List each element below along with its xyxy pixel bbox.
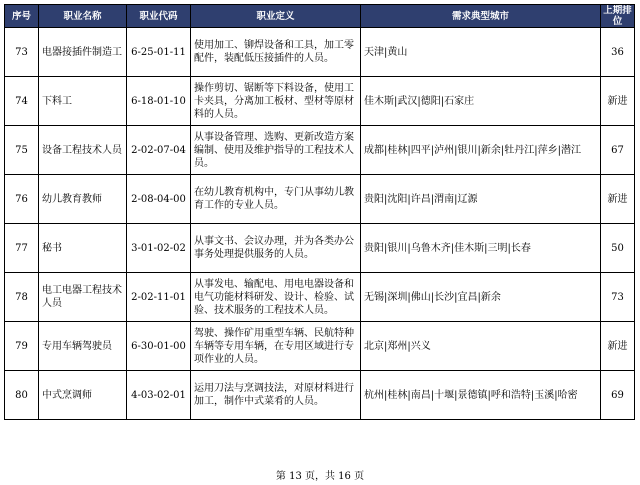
typical-cities: 佳木斯|武汉|德阳|石家庄 [361, 77, 601, 126]
occupation-definition: 操作剪切、锯断等下料设备，使用工卡夹具，分离加工板材、型材等原材料的人员。 [191, 77, 361, 126]
table-header-row [5, 5, 635, 28]
table-row [5, 224, 635, 273]
page-number: 第 13 页，共 16 页 [275, 471, 365, 482]
occupation-definition: 运用刀法与烹调技法，对原材料进行加工，制作中式菜肴的人员。 [191, 371, 361, 420]
previous-rank: 新进 [601, 175, 635, 224]
occupation-table [4, 4, 635, 420]
occupation-definition: 从事设备管理、选购、更新改造方案编制、使用及维护指导的工程技术人员。 [191, 126, 361, 175]
header-definition: 职业定义 [191, 5, 361, 28]
occupation-definition: 驾驶、操作矿用重型车辆、民航特种车辆等专用车辆，在专用区域进行专项作业的人员。 [191, 322, 361, 371]
previous-rank: 新进 [601, 77, 635, 126]
occupation-name: 设备工程技术人员 [39, 126, 127, 175]
occupation-code: 6-30-01-00 [127, 322, 191, 371]
table-row [5, 77, 635, 126]
previous-rank: 新进 [601, 322, 635, 371]
row-number: 80 [5, 371, 39, 420]
table-row [5, 126, 635, 175]
previous-rank: 73 [601, 273, 635, 322]
row-number: 76 [5, 175, 39, 224]
typical-cities: 成都|桂林|四平|泸州|银川|新余|牡丹江|萍乡|潜江 [361, 126, 601, 175]
previous-rank: 69 [601, 371, 635, 420]
previous-rank: 50 [601, 224, 635, 273]
header-cities: 需求典型城市 [361, 5, 601, 28]
table-row [5, 28, 635, 77]
row-number: 78 [5, 273, 39, 322]
occupation-name: 电器接插件制造工 [39, 28, 127, 77]
typical-cities: 贵阳|沈阳|许昌|渭南|辽源 [361, 175, 601, 224]
occupation-name: 专用车辆驾驶员 [39, 322, 127, 371]
occupation-code: 2-08-04-00 [127, 175, 191, 224]
previous-rank: 36 [601, 28, 635, 77]
row-number: 75 [5, 126, 39, 175]
occupation-name: 电工电器工程技术人员 [39, 273, 127, 322]
typical-cities: 无锡|深圳|佛山|长沙|宜昌|新余 [361, 273, 601, 322]
typical-cities: 北京|郑州|兴义 [361, 322, 601, 371]
row-number: 73 [5, 28, 39, 77]
occupation-code: 2-02-07-04 [127, 126, 191, 175]
occupation-code: 2-02-11-01 [127, 273, 191, 322]
header-no: 序号 [5, 5, 39, 28]
previous-rank: 67 [601, 126, 635, 175]
header-rank: 上期排位 [601, 5, 635, 28]
typical-cities: 天津|黄山 [361, 28, 601, 77]
occupation-definition: 在幼儿教育机构中，专门从事幼儿教育工作的专业人员。 [191, 175, 361, 224]
occupation-code: 6-18-01-10 [127, 77, 191, 126]
typical-cities: 贵阳|银川|乌鲁木齐|佳木斯|三明|长春 [361, 224, 601, 273]
occupation-name: 秘书 [39, 224, 127, 273]
occupation-name: 幼儿教育教师 [39, 175, 127, 224]
row-number: 77 [5, 224, 39, 273]
header-name: 职业名称 [39, 5, 127, 28]
occupation-name: 下料工 [39, 77, 127, 126]
table-row [5, 371, 635, 420]
row-number: 74 [5, 77, 39, 126]
table-row [5, 273, 635, 322]
occupation-code: 4-03-02-01 [127, 371, 191, 420]
occupation-code: 3-01-02-02 [127, 224, 191, 273]
occupation-code: 6-25-01-11 [127, 28, 191, 77]
typical-cities: 杭州|桂林|南昌|十堰|景德镇|呼和浩特|玉溪|哈密 [361, 371, 601, 420]
table-row [5, 322, 635, 371]
occupation-definition: 使用加工、铆焊设备和工具，加工零配件，装配低压接插件的人员。 [191, 28, 361, 77]
occupation-name: 中式烹调师 [39, 371, 127, 420]
occupation-definition: 从事发电、输配电、用电电器设备和电气功能材料研发、设计、检验、试验、技术服务的工程技术人员。 [191, 273, 361, 322]
table-row [5, 175, 635, 224]
header-code: 职业代码 [127, 5, 191, 28]
occupation-definition: 从事文书、会议办理，并为各类办公事务处理提供服务的人员。 [191, 224, 361, 273]
row-number: 79 [5, 322, 39, 371]
